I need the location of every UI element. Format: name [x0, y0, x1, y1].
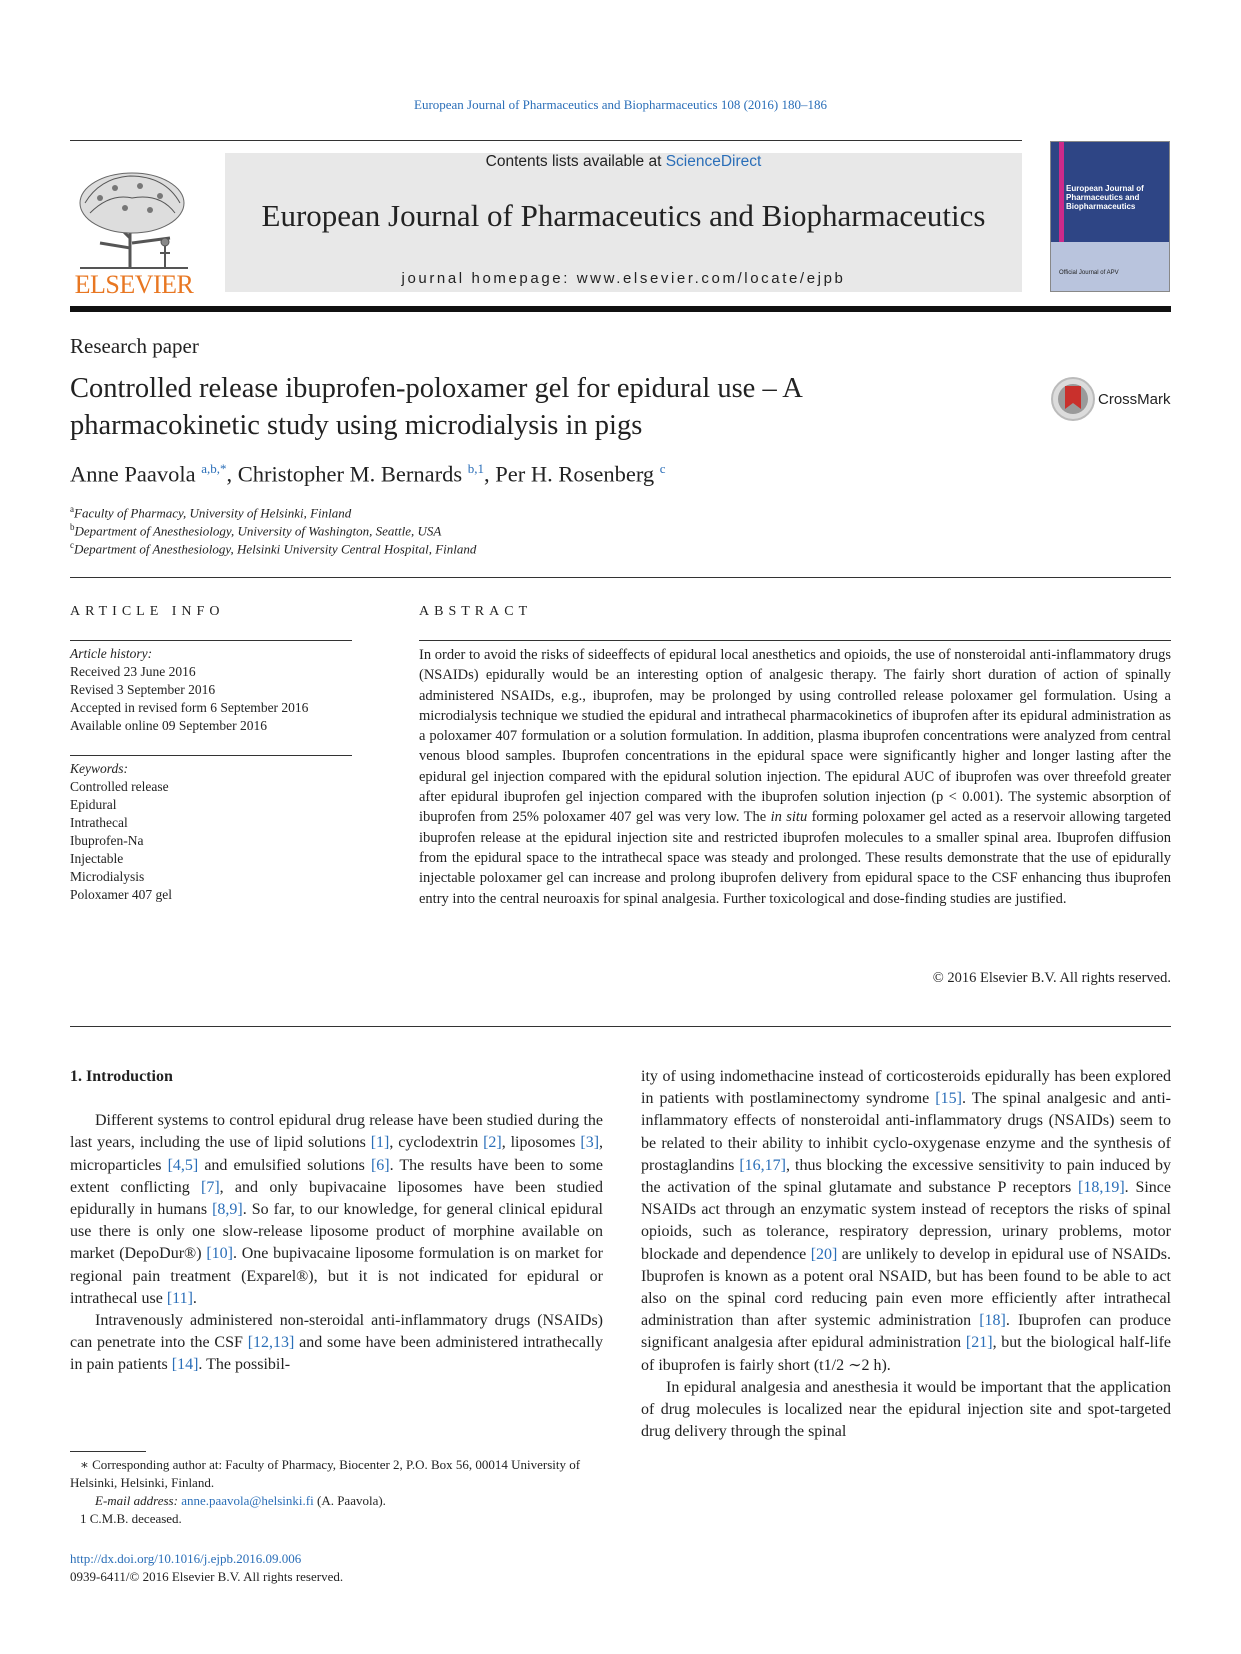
cover-accent-bar [1059, 142, 1064, 242]
body-paragraph [70, 1310, 603, 1377]
author-affiliation-marker[interactable]: b,1 [467, 461, 484, 476]
email-label: E-mail address: [95, 1493, 182, 1508]
journal-homepage[interactable]: journal homepage: www.elsevier.com/locate/ejpb [401, 270, 846, 287]
author-name[interactable]: Per H. Rosenberg [495, 461, 655, 487]
author-name[interactable]: Anne Paavola [70, 461, 196, 487]
body-text-run: ity of using indomethacine instead of corticosteroids epidurally has been explored in patients with postlaminectomy syndrome [641, 1068, 1171, 1108]
citation-ref-link[interactable]: [11] [166, 1289, 193, 1307]
affiliation-marker: a [70, 504, 74, 514]
crossmark-label[interactable]: CrossMark [1098, 391, 1171, 408]
article-info-heading: ARTICLE INFO [70, 604, 225, 619]
body-text-run: , liposomes [501, 1134, 581, 1152]
author-separator: , [483, 461, 496, 487]
divider [70, 640, 352, 641]
affiliation-marker: b [70, 522, 75, 532]
author-affiliation-marker[interactable]: a,b,* [201, 461, 227, 476]
contents-line [225, 153, 1022, 171]
body-paragraph [70, 1110, 603, 1310]
affiliation-text: Department of Anesthesiology, Helsinki University Central Hospital, Finland [74, 541, 477, 557]
affiliation [70, 522, 441, 539]
doi-link[interactable]: http://dx.doi.org/10.1016/j.ejpb.2016.09.006 [70, 1551, 302, 1566]
section-heading: 1. Introduction [70, 1068, 173, 1085]
header-rule-thick [70, 306, 1171, 312]
footnotes [70, 1456, 603, 1528]
body-text-run: , and only bupivacaine liposomes have been studied epidurally in humans [70, 1178, 604, 1219]
body-text-run: Intravenously administered non-steroidal anti-inflammatory drugs (NSAIDs) can penetrate into the CSF [70, 1312, 603, 1352]
citation-ref-link[interactable]: [4,5] [167, 1156, 199, 1174]
body-text-run: Different systems to control epidural drug release have been studied during the last years, including the use of lipid solutions [70, 1112, 603, 1152]
keyword: Controlled release [70, 779, 169, 794]
journal-citation-link[interactable]: European Journal of Pharmaceutics and Biopharmaceutics 108 (2016) 180–186 [414, 97, 827, 112]
body-text-run: . Ibuprofen can produce significant analgesia after epidural administration [641, 1312, 1171, 1352]
cover-title: European Journal of Pharmaceutics and Biopharmaceutics [1066, 184, 1144, 211]
header-rule-top [70, 140, 1022, 141]
body-text-run: , microparticles [70, 1134, 604, 1174]
body-paragraph [641, 1066, 1171, 1377]
author-name[interactable]: Christopher M. Bernards [237, 461, 463, 487]
keyword: Poloxamer 407 gel [70, 887, 172, 902]
keyword: Epidural [70, 797, 117, 812]
citation-ref-link[interactable]: [7] [200, 1178, 220, 1196]
keywords-label: Keywords: [70, 761, 128, 776]
author-list [70, 461, 666, 488]
keyword: Intrathecal [70, 815, 128, 830]
history-item: Accepted in revised form 6 September 2016 [70, 700, 309, 715]
divider [419, 640, 1171, 641]
journal-cover-thumbnail[interactable] [1050, 141, 1170, 292]
citation-ref-link[interactable]: [6] [370, 1156, 390, 1174]
body-text-run: In epidural analgesia and anesthesia it would be important that the application of drug molecules is localized near the epidural injection site and spot-targeted drug delivery through the spinal [641, 1378, 1171, 1441]
divider [70, 1026, 1171, 1027]
keyword: Injectable [70, 851, 124, 866]
body-text-run: , cyclodextrin [389, 1134, 484, 1152]
elsevier-wordmark: ELSEVIER [74, 270, 194, 299]
body-text-run: and some have been administered intrathecally in pain patients [70, 1334, 603, 1374]
issn-line: 0939-6411/© 2016 Elsevier B.V. All rights reserved. [70, 1569, 344, 1584]
citation-ref-link[interactable]: [18] [979, 1312, 1006, 1330]
abstract-copyright: © 2016 Elsevier B.V. All rights reserved. [932, 970, 1171, 986]
affiliation-text: Department of Anesthesiology, University of Washington, Seattle, USA [74, 523, 442, 539]
body-column-right [641, 1066, 1171, 1443]
author-separator: , [226, 461, 238, 487]
email-suffix: (A. Paavola). [313, 1493, 386, 1508]
history-item: Revised 3 September 2016 [70, 682, 216, 697]
citation-ref-link[interactable]: [12,13] [247, 1334, 295, 1352]
contents-prefix: Contents lists available at [485, 153, 666, 170]
body-text-run: . One bupivacaine liposome formulation is on market for regional pain treatment (Exparel®), but it is not indicated for epidural or intrathecal use [70, 1245, 603, 1307]
body-text-run: . [192, 1289, 197, 1307]
divider [70, 577, 1171, 578]
abstract-text-part: In order to avoid the risks of sideeffects of epidural local anesthetics and opioids, the use of nonsteroidal anti-inflammatory drugs (NSAIDs) epidurally would be an interesting option of analgesic therapy. The fairly short duration of action of spinally administered NSAIDs, e.g., ibuprofen, may be prolonged by using controlled release poloxamer gel formulation. Using a microdialysis technique we studied the epidural and intrathecal pharmacokinetics of ibuprofen after its epidural administration as a poloxamer 407 formulation or a solution formulation. In addition, plasma ibuprofen concentrations were analyzed from central venous blood samples. Ibuprofen concentrations in the epidural space were significantly higher and longer lasting after the epidural gel injection compared with the epidural solution injection. The epidural AUC of ibuprofen was over threefold greater after epidural ibuprofen gel injection compared with the ibuprofen solution injection (p < 0.001). The systemic absorption of ibuprofen from 25% poloxamer 407 gel was very low. The [419, 647, 1171, 826]
keyword: Ibuprofen-Na [70, 833, 144, 848]
keywords-list [70, 760, 172, 904]
body-text-run: . The possibil- [198, 1356, 291, 1374]
body-text-run: . Since NSAIDs act through an enzymatic system instead of receptors the risks of spinal opioids, such as tolerance, respiratory depression, urinary problems, motor blockade and dependence [641, 1179, 1171, 1263]
sciencedirect-link[interactable]: ScienceDirect [665, 153, 762, 170]
divider [70, 755, 352, 756]
citation-ref-link[interactable]: [2] [483, 1134, 502, 1152]
body-text-run: and emulsified solutions [198, 1156, 371, 1174]
abstract-text-part: forming poloxamer gel acted as a reservoir allowing targeted ibuprofen release at the epidural injection site and restricted ibuprofen molecules to a smaller spinal area. Ibuprofen diffusion from the epidural space to the intrathecal space was steady and prolonged. These results demonstrate that the use of epidurally injectable poloxamer gel can increase and prolong ibuprofen delivery from epidural space to the CSF enhancing thus ibuprofen entry into the central neuroaxis for spinal analgesia. Further toxicological and dose-finding studies are justified. [419, 809, 1171, 907]
citation-ref-link[interactable]: [18,19] [1078, 1179, 1125, 1197]
author-affiliation-marker[interactable]: c [659, 461, 666, 476]
affiliation [70, 504, 351, 521]
citation-ref-link[interactable]: [10] [206, 1245, 233, 1263]
cover-footer: Official Journal of APV [1059, 270, 1119, 276]
body-paragraph [641, 1377, 1171, 1444]
article-title: Controlled release ibuprofen-poloxamer gel for epidural use – A pharmacokinetic study using microdialysis in pigs [70, 373, 802, 441]
citation-ref-link[interactable]: [8,9] [212, 1201, 243, 1219]
citation-ref-link[interactable]: [20] [810, 1245, 838, 1263]
article-history [70, 645, 308, 735]
crossmark-icon[interactable] [1050, 376, 1096, 422]
abstract-text [419, 645, 1171, 909]
journal-name: European Journal of Pharmaceutics and Biopharmaceutics [261, 198, 986, 233]
history-label: Article history: [70, 646, 153, 661]
email-note [70, 1492, 603, 1510]
abstract-heading: ABSTRACT [419, 604, 533, 619]
affiliation-marker: c [70, 540, 74, 550]
body-column-left [70, 1066, 603, 1377]
history-item: Received 23 June 2016 [70, 664, 196, 679]
body-text-run: . So far, to our knowledge, for general clinical epidural use there is only one slow-release liposome product of morphine available on market (DepoDur®) [70, 1201, 603, 1263]
affiliation-text: Faculty of Pharmacy, University of Helsinki, Finland [74, 505, 352, 521]
body-text-run: , but the biological half-life of ibuprofen is fairly short (t1/2 ∼2 h). [641, 1334, 1172, 1374]
citation-ref-link[interactable]: [21] [965, 1334, 993, 1352]
body-text-run: . The spinal analgesic and anti-inflammatory effects of nonsteroidal anti-inflammatory drugs (NSAIDs) seem to be related to their ability to inhibit cyclo-oxygenase enzyme and the synthesis of prostaglandins [641, 1090, 1171, 1174]
corresponding-author-note: ∗ Corresponding author at: Faculty of Pharmacy, Biocenter 2, P.O. Box 56, 00014 University of Helsinki, Helsinki, Finland. [70, 1457, 581, 1490]
body-text-run: are unlikely to develop in epidural use of NSAIDs. Ibuprofen is known as a potent oral NSAID, but has been found to be able to act also on the spinal cord reducing pain even more efficiently after intrathecal administration than after systemic administration [641, 1245, 1172, 1330]
history-item: Available online 09 September 2016 [70, 718, 267, 733]
affiliation [70, 540, 476, 557]
section-type: Research paper [70, 334, 199, 358]
citation-ref-link[interactable]: [14] [171, 1356, 199, 1374]
citation-ref-link[interactable]: [16,17] [739, 1156, 786, 1174]
email-link[interactable]: anne.paavola@helsinki.fi [181, 1493, 314, 1508]
keyword: Microdialysis [70, 869, 145, 884]
body-text-run: , thus blocking the excessive sensitivity to pain induced by the activation of the spinal glutamate and substance P receptors [641, 1156, 1171, 1197]
deceased-note: 1 C.M.B. deceased. [80, 1511, 182, 1526]
body-text-run: . The results have been to some extent conflicting [70, 1156, 604, 1196]
citation-ref-link[interactable]: [15] [935, 1090, 962, 1108]
citation-ref-link[interactable]: [1] [370, 1134, 390, 1152]
citation-ref-link[interactable]: [3] [580, 1134, 600, 1152]
abstract-italic-term: in situ [770, 809, 808, 826]
footnote-rule [70, 1451, 146, 1452]
